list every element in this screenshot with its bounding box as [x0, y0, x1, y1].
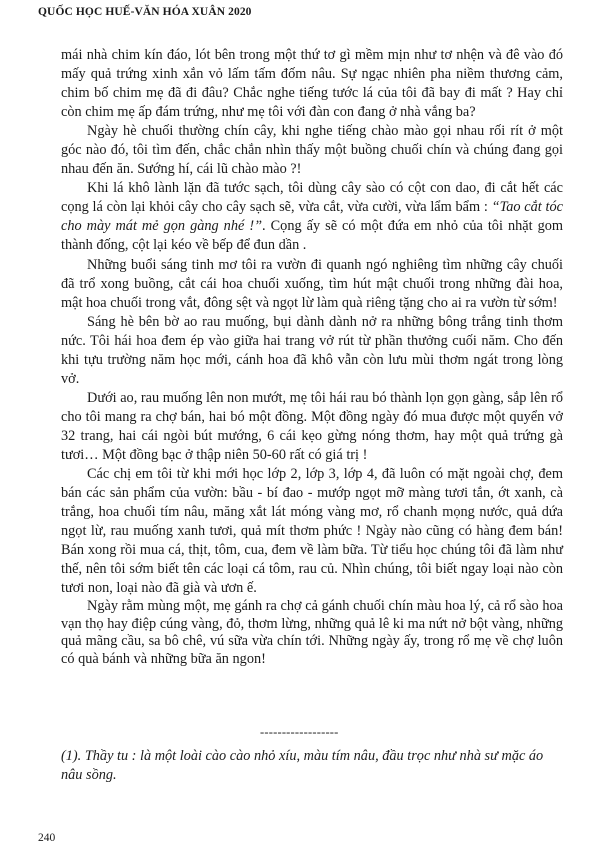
paragraph-3: [61, 179, 563, 255]
footnote: (1). Thầy tu : là một loài cào cào nhỏ xíu, màu tím nâu, đầu trọc như nhà sư mặc áo nâu sồng.: [61, 748, 544, 783]
article-body: [61, 46, 563, 668]
footnote-divider: ------------------: [260, 725, 339, 739]
paragraph-2: Ngày hè chuối thường chín cây, khi nghe tiếng chào mào gọi nhau rối rít ở một góc nào đó, tôi tìm đến, chắc chắn nhìn thấy một buồng chuối chín và chúng đang gọi nhau đến ăn. Sướng hí, cái lũ chào mào ?!: [61, 123, 563, 178]
page-number: 240: [38, 832, 56, 844]
paragraph-8: Ngày rằm mùng một, mẹ gánh ra chợ cả gánh chuối chín màu hoa lý, cả rổ sào hoa vạn thọ hay điệp cúng vàng, đỏ, thơm lừng, những quả lê ki ma nứt nở bột vàng, những quả mãng cầu, sa bô chê, vú sữa vừa chín tới. Những ngày ấy, trong rổ mẹ về chợ luôn có quà bánh và những bữa ăn ngon!: [61, 598, 563, 667]
paragraph-6: Dưới ao, rau muống lên non mướt, mẹ tôi hái rau bó thành lọn gọn gàng, sắp lên rổ cho tôi mang ra chợ bán, hai bó một đồng. Một đồng ngày đó mua được một quyển vở 32 trang, hai cái ngòi bút mướng, 6 cái kẹo gừng nóng thơm, hay một quả trứng gà tươi… Một đồng bạc ở thập niên 50-60 rất có giá trị !: [61, 389, 563, 463]
running-header: QUỐC HỌC HUẾ-VĂN HÓA XUÂN 2020: [38, 6, 252, 18]
paragraph-3-quote: “Tao cắt tóc cho mày mát mẻ gọn gàng nhé !”: [61, 199, 564, 235]
paragraph-4: Những buổi sáng tinh mơ tôi ra vườn đi quanh ngó nghiêng tìm những cây chuối đã trổ xong buồng, cắt cái hoa chuối xuống, tìm hút mật chuối trong những đài hoa, mật hoa chuối trong vắt, đông sệt và ngọt lừ làm quà riêng tặng cho ai ra vườn từ sớm!: [61, 256, 563, 311]
paragraph-3-text: Khi lá khô lành lặn đã tước sạch, tôi dùng cây sào có cột con dao, đi cắt hết các cọng lá còn lại khỏi cây cho cây sạch sẽ, vừa cắt, vừa cười, vừa lẩm bẩm :: [61, 180, 563, 216]
paragraph-5: Sáng hè bên bờ ao rau muống, bụi dành dành nở ra những bông trắng tinh thơm nức. Tôi hái hoa đem ép vào giữa hai trang vở rút từ phần thưởng cuối năm. Cho đến khi tựu trường năm học mới, cánh hoa đã khô vẫn còn lưu mùi thơm ngát trong lòng vở.: [61, 313, 563, 387]
paragraph-7: Các chị em tôi từ khi mới học lớp 2, lớp 3, lớp 4, đã luôn có mặt ngoài chợ, đem bán các sản phẩm của vườn: bầu - bí đao - mướp ngọt mỡ màng tươi tắn, ớt xanh, cà trắng, hoa chuối tím nâu, măng xắt lát móng vàng mơ, rổ chanh mọng nước, quả dứa ngọt lừ, rau muống xanh tươi, quả mít thơm phức ! Ngày nào cũng có hàng đem bán! Bán xong rồi mua cá, thịt, tôm, cua, đem về làm bữa. Từ tiểu học chúng tôi đã làm như thế, nên tôi sớm biết tên các loại cá tôm, rau củ. Nhìn chúng, tôi biết ngay loại nào còn tươi non, loại nào đã già và ươn ế.: [61, 466, 563, 597]
paragraph-3-text-end: . Cọng ấy sẽ có một đứa em nhỏ của tôi nhặt gom thành đống, cột lại kéo về bếp để đun dần .: [61, 218, 563, 254]
paragraph-1: mái nhà chim kín đáo, lót bên trong một thứ tơ gì mềm mịn như tơ nhện và đê vào đó mấy quả trứng xinh xắn vỏ lấm tấm đốm nâu. Sự ngạc nhiên pha niềm thương cảm, chim bố chim mẹ đã đi đâu? Chắc nghe tiếng tước lá của tôi đã bay đi mất ? Hay chỉ còn chim mẹ ấp đám trứng, như mẹ tôi với đàn con đang ở nhà vắng ba?: [61, 47, 563, 121]
